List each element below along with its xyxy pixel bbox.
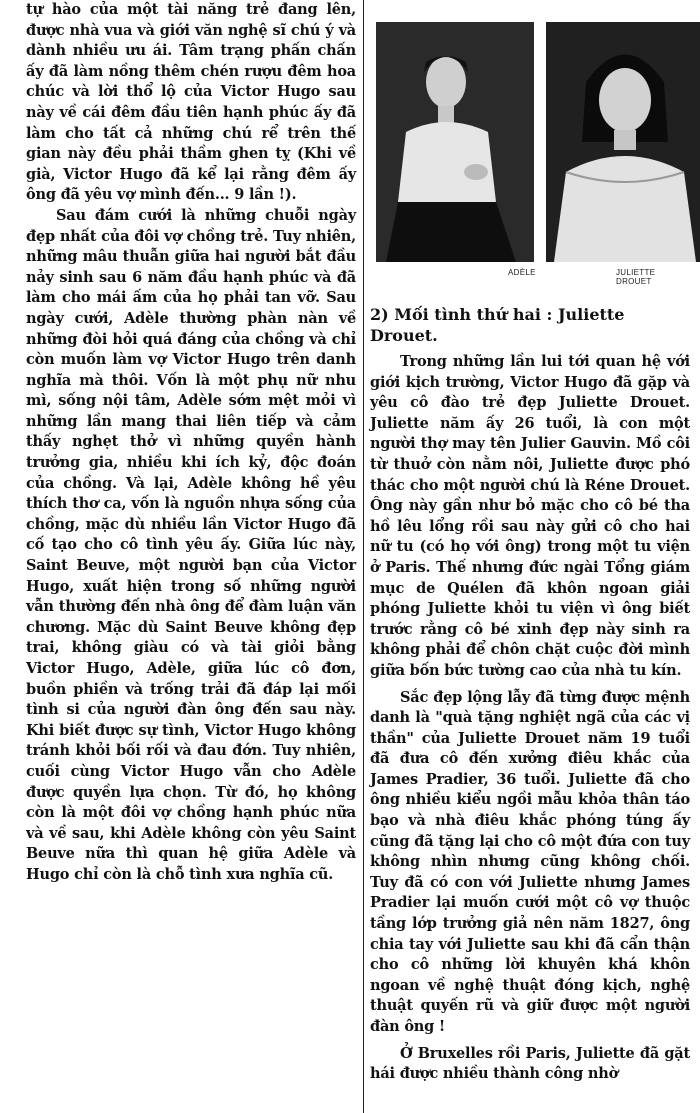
juliette-drouet-portrait-image — [546, 22, 700, 262]
paragraph-marriage-conflict: Sau đám cưới là những chuỗi ngày đẹp nhất của đôi vợ chồng trẻ. Tuy nhiên, những mâu thuẫn giữa hai người bắt đầu nảy sinh sau 6 năm đầu hạnh phúc và đã làm cho mái ấm của họ phải tan vỡ. Sau ngày cưới, Adèle thường phàn nàn về những đòi hỏi quá đáng của chồng và chỉ còn muốn làm vợ Victor Hugo trên danh nghĩa mà thôi. Vốn là một phụ nữ nhu mì, sống nội tâm, Adèle sớm mệt mỏi vì những lần mang thai liên tiếp và cảm thấy nghẹt thở vì những quyền hành trưởng gia, nhiều khi ích kỷ, độc đoán của chồng. Và lại, Adèle không hề yêu thích thơ ca, vốn là nguồn nhựa sống của chồng, mặc dù nhiều lần Victor Hugo đã cố tạo cho cô tình yêu ấy. Giữa lúc này, Saint Beuve, một người bạn của Victor Hugo, xuất hiện trong số những người vẫn thường đến nhà ông để đàm luận văn chương. Mặc dù Saint Beuve không đẹp trai, không giàu có và tài giỏi bằng Victor Hugo, Adèle, giữa lúc cô đơn, buồn phiền và trống trải đã đáp lại mối tình si của người đàn ông đến sau này. Khi biết được sự tình, Victor Hugo không tránh khỏi bối rối và đau đớn. Tuy nhiên, cuối cùng Victor Hugo vẫn cho Adèle được quyền lựa chọn. Từ đó, họ không còn là một đôi vợ chồng hạnh phúc nữa và về sau, khi Adèle không còn yêu Saint Beuve nữa thì quan hệ giữa Adèle và Hugo chỉ còn là chỗ tình xưa nghĩa cũ. — [26, 206, 356, 883]
section-heading: 2) Mối tình thứ hai : Juliette Drouet. — [370, 305, 625, 345]
juliette-caption: JULIETTE DROUET — [616, 268, 656, 286]
right-column — [370, 0, 690, 1091]
adele-caption: ADÈLE — [508, 268, 536, 277]
paragraph-juliette-bruxelles: Ở Bruxelles rồi Paris, Juliette đã gặt hái được nhiều thành công nhờ — [370, 1044, 690, 1083]
column-divider — [363, 0, 364, 1113]
paragraph-juliette-origin: Trong những lần lui tới quan hệ với giới kịch trường, Victor Hugo đã gặp và yêu cô đào trẻ đẹp Juliette Drouet. Juliette năm ấy 26 tuổi, là con một người thợ may tên Julier Gauvin. Mồ côi từ thuở còn nằm nôi, Juliette được phó thác cho một người chú là Réne Drouet. Ông này gần như bỏ mặc cho cô bé tha hồ lêu lổng rồi sau này gửi cô cho hai nữ tu (có họ với ông) trong một tu viện ở Paris. Thế nhưng đức ngài Tổng giám mục de Quélen đã khôn ngoan giải phóng Juliette khỏi tu viện vì ông biết trước rằng cô bé xinh đẹp này sinh ra không phải để chôn chặt cuộc đời mình giữa bốn bức tường cao của nhà tu kín. — [370, 353, 690, 679]
paragraph-juliette-pradier: Sắc đẹp lộng lẫy đã từng được mệnh danh là "quà tặng nghiệt ngã của các vị thần" của Juliette Drouet năm 19 tuổi đã đưa cô đến xưởng điêu khắc của James Pradier, 36 tuổi. Juliette đã cho ông nhiều kiểu ngồi mẫu khỏa thân táo bạo và nhà điêu khắc phóng túng ấy cũng đã tặng lại cho cô một đứa con tuy không nhìn nhưng cũng không chối. Tuy đã có con với Juliette nhưng James Pradier lại muốn cưới một cô vợ thuộc tầng lớp trưởng giả nên năm 1827, ông chia tay với Juliette sau khi đã cẩn thận cho cô những lời khuyên khá khôn ngoan về nghệ thuật đóng kịch, nghệ thuật quyến rũ và giữ được một người đàn ông ! — [370, 688, 690, 1035]
adele-portrait-image — [376, 22, 534, 262]
left-column — [26, 0, 356, 886]
paragraph-continuation: tự hào của một tài năng trẻ đang lên, được nhà vua và giới văn nghệ sĩ chú ý và dành nhiều ưu ái. Tâm trạng phấn chấn ấy đã làm nồng thêm chén rượu đêm hoa chúc và lời thổ lộ của Victor Hugo sau này về cái đêm đầu tiên hạnh phúc ấy đã làm cho tất cả những chú rể trên thế gian này đều phải thầm ghen tỵ (Khi về già, Victor Hugo đã kể lại rằng đêm ấy ông đã yêu vợ mình đến... 9 lần !). — [26, 1, 356, 204]
portrait-photos — [370, 22, 690, 292]
